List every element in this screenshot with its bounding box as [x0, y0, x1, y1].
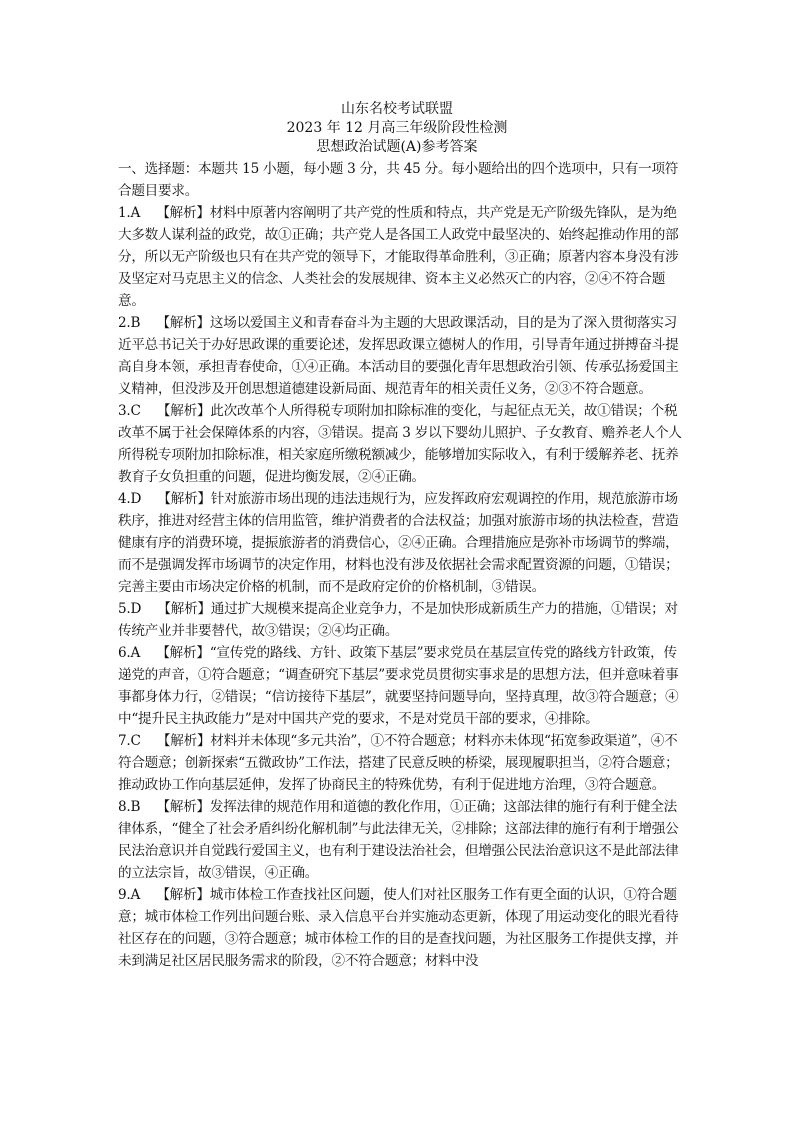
answer-number: 1.A: [118, 205, 141, 221]
answer-explanation: 【解析】这场以爱国主义和青春奋斗为主题的大思政课活动，目的是为了深入贯彻落实习近平总书记关于办好思政课的重要论述，发挥思政课立德树人的作用，引导青年通过拼搏奋斗提高自身本领，承担青春使命，①④正确。本活动目的要强化青年思想政治引领、传承弘扬爱国主义精神，但没涉及开创思想道德建设新局面、规范青年的相关责任义务，②③不符合题意。: [118, 315, 679, 397]
answer-explanation: 【解析】通过扩大规模来提高企业竞争力，不是加快形成新质生产力的措施，①错误；对传统产业并非要替代，故③错误；②④均正确。: [118, 601, 678, 639]
answer-item-2: [118, 312, 682, 400]
answer-body: [118, 158, 682, 972]
header-exam: 2023 年 12 月高三年级阶段性检测: [286, 120, 508, 136]
section-intro: 一、选择题：本题共 15 小题，每小题 3 分，共 45 分。每小题给出的四个选项中，只有一项符合题目要求。: [118, 161, 679, 199]
answer-item-6: [118, 642, 682, 730]
answer-explanation: 【解析】城市体检工作查找社区问题，使人们对社区服务工作有更全面的认识，①符合题意；城市体检工作列出问题台账、录入信息平台并实施动态更新，体现了用运动变化的眼光看待社区存在的问题，③符合题意；城市体检工作的目的是查找问题，为社区服务工作提供支撑，并未到满足社区居民服务需求的阶段，②不符合题意；材料中没: [118, 887, 679, 969]
answer-explanation: 【解析】材料并未体现“多元共治”，①不符合题意；材料亦未体现“拓宽参政渠道”，④不符合题意；创新探索“五微政协”工作法，搭建了民意反映的桥梁，展现履职担当，②符合题意；推动政协工作向基层延伸，发挥了协商民主的特殊优势，有利于促进地方治理，③符合题意。: [118, 733, 679, 793]
answer-item-3: [118, 400, 682, 488]
answer-item-4: [118, 488, 682, 598]
answer-number: 9.A: [118, 887, 141, 903]
answer-item-9: [118, 884, 682, 972]
answer-explanation: 【解析】此次改革个人所得税专项附加扣除标准的变化，与起征点无关，故①错误；个税改革不属于社会保障体系的内容，③错误。提高 3 岁以下婴幼儿照护、子女教育、赡养老人个人所得税专项附加扣除标准，相关家庭所缴税额减少，能够增加实际收入，有利于缓解养老、抚养教育子女负担重的问题，促进均衡发展，②④正确。: [118, 403, 682, 485]
answer-number: 4.D: [118, 491, 142, 507]
answer-item-8: [118, 796, 682, 884]
answer-number: 7.C: [118, 733, 141, 749]
answer-item-7: [118, 730, 682, 796]
answer-number: 6.A: [118, 645, 141, 661]
header-subject: 思想政治试题(A)参考答案: [316, 139, 478, 155]
header-org: 山东名校考试联盟: [341, 101, 453, 117]
answer-number: 3.C: [118, 403, 141, 419]
answer-explanation: 【解析】材料中原著内容阐明了共产党的性质和特点，共产党是无产阶级先锋队，是为绝大多数人谋利益的政党，故①正确；共产党人是各国工人政党中最坚决的、始终起推动作用的部分，所以无产阶级也只有在共产党的领导下，才能取得革命胜利，③正确；原著内容本身没有涉及坚定对马克思主义的信念、人类社会的发展规律、资本主义必然灭亡的内容，②④不符合题意。: [118, 205, 679, 309]
answer-item-1: [118, 202, 682, 312]
answer-number: 8.B: [118, 799, 141, 815]
answer-explanation: 【解析】针对旅游市场出现的违法违规行为，应发挥政府宏观调控的作用，规范旅游市场秩序，推进对经营主体的信用监管，维护消费者的合法权益；加强对旅游市场的执法检查，营造健康有序的消费环境，提振旅游者的消费信心，②④正确。合理措施应是弥补市场调节的弊端，而不是强调发挥市场调节的决定作用，材料也没有涉及依据社会需求配置资源的问题，①错误；完善主要由市场决定价格的机制，而不是政府定价的价格机制，③错误。: [118, 491, 679, 595]
answer-explanation: 【解析】“宣传党的路线、方针、政策下基层”要求党员在基层宣传党的路线方针政策，传递党的声音，①符合题意；“调查研究下基层”要求党员贯彻实事求是的思想方法，但并意味着事事都身体力行，②错误；“信访接待下基层”，就要坚持问题导向，坚持真理，故③符合题意；④中“提升民主执政能力”是对中国共产党的要求，不是对党员干部的要求，④排除。: [118, 645, 679, 727]
answer-number: 2.B: [118, 315, 141, 331]
answer-item-5: [118, 598, 682, 642]
answer-explanation: 【解析】发挥法律的规范作用和道德的教化作用，①正确；这部法律的施行有利于健全法律体系，“健全了社会矛盾纠纷化解机制”与此法律无关，②排除；这部法律的施行有利于增强公民法治意识并自觉践行爱国主义，也有利于建设法治社会，但增强公民法治意识这不是此部法律的立法宗旨，故③错误，④正确。: [118, 799, 679, 881]
answer-number: 5.D: [118, 601, 142, 617]
